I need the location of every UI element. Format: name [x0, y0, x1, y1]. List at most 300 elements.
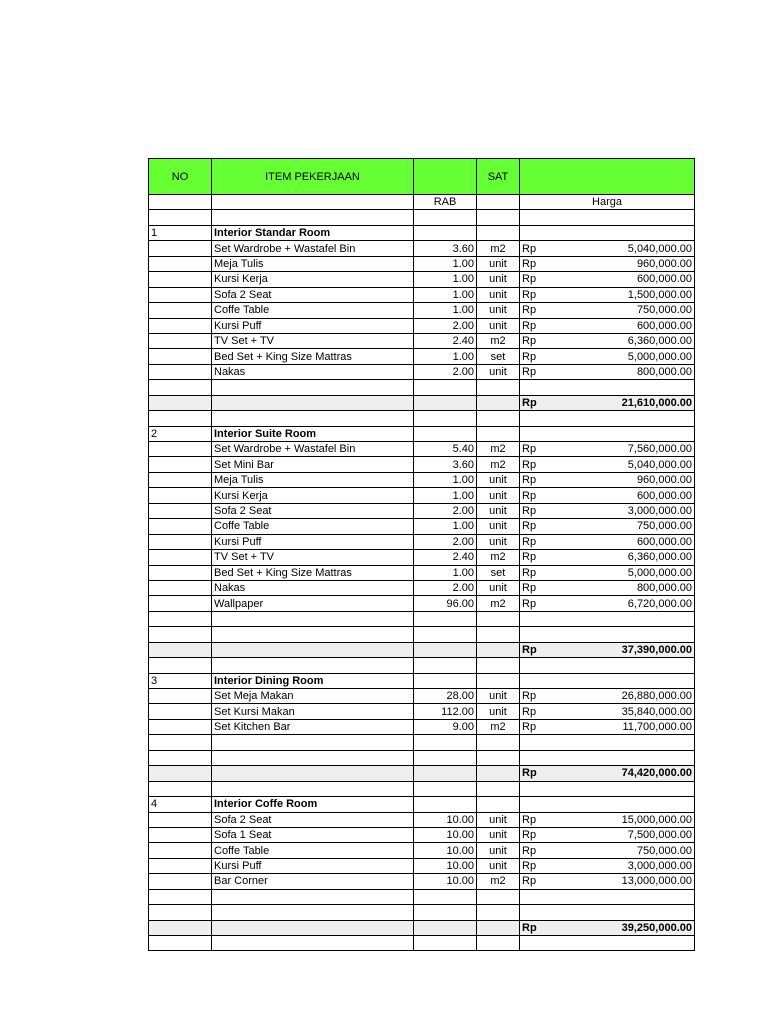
cell-no[interactable] [149, 395, 212, 410]
table-row [149, 719, 695, 734]
currency-label: Rp [522, 366, 537, 379]
cell-unit[interactable] [477, 426, 520, 441]
cell-no[interactable] [149, 936, 212, 951]
cell-item[interactable] [212, 210, 414, 225]
cell-item[interactable]: Coffe Table [212, 519, 414, 534]
cell-unit[interactable] [477, 611, 520, 626]
cell-no[interactable] [149, 442, 212, 457]
cell-harga[interactable] [520, 750, 695, 765]
cell-item[interactable]: Wallpaper [212, 596, 414, 611]
cell-unit[interactable] [477, 936, 520, 951]
cell-harga[interactable] [520, 642, 695, 657]
cell-qty[interactable] [414, 735, 477, 750]
cell-harga[interactable] [520, 303, 695, 318]
cell-item[interactable]: Kursi Puff [212, 858, 414, 873]
cell-qty[interactable] [414, 673, 477, 688]
subheader-sat[interactable] [477, 195, 520, 210]
cell-item[interactable]: Interior Coffe Room [212, 797, 414, 812]
cell-item[interactable] [212, 781, 414, 796]
cell-no[interactable] [149, 812, 212, 827]
cell-qty[interactable] [414, 766, 477, 781]
cell-item[interactable] [212, 750, 414, 765]
cell-harga[interactable] [520, 673, 695, 688]
cell-no[interactable] [149, 905, 212, 920]
currency-label: Rp [522, 474, 537, 487]
cell-no[interactable] [149, 627, 212, 642]
cell-harga[interactable] [520, 503, 695, 518]
cell-qty[interactable]: 1.00 [414, 488, 477, 503]
cell-item[interactable] [212, 735, 414, 750]
cell-no[interactable] [149, 874, 212, 889]
total-amount: 37,390,000.00 [621, 643, 692, 656]
cell-harga[interactable] [520, 565, 695, 580]
table-row [149, 287, 695, 302]
section-row [149, 426, 695, 441]
cell-qty[interactable] [414, 627, 477, 642]
cell-qty[interactable] [414, 225, 477, 240]
cell-harga[interactable] [520, 812, 695, 827]
cell-unit[interactable] [477, 395, 520, 410]
cell-qty[interactable]: 2.00 [414, 580, 477, 595]
cell-no[interactable] [149, 534, 212, 549]
amount-value: 3,000,000.00 [627, 860, 692, 873]
table-row [149, 457, 695, 472]
cell-item[interactable]: Sofa 2 Seat [212, 503, 414, 518]
cell-no[interactable] [149, 364, 212, 379]
cell-item[interactable]: Nakas [212, 580, 414, 595]
blank-row [149, 781, 695, 796]
amount-value: 960,000.00 [636, 474, 692, 487]
currency-label: Rp [522, 721, 537, 734]
cell-no[interactable] [149, 611, 212, 626]
table-row [149, 580, 695, 595]
blank-row [149, 611, 695, 626]
cell-unit[interactable]: set [477, 565, 520, 580]
table-row [149, 241, 695, 256]
cell-unit[interactable]: m2 [477, 241, 520, 256]
cell-harga[interactable] [520, 704, 695, 719]
cell-qty[interactable]: 10.00 [414, 843, 477, 858]
cell-unit[interactable] [477, 627, 520, 642]
cell-item[interactable]: Meja Tulis [212, 472, 414, 487]
cell-unit[interactable]: unit [477, 827, 520, 842]
cell-qty[interactable]: 1.00 [414, 349, 477, 364]
cell-item[interactable]: TV Set + TV [212, 333, 414, 348]
cell-item[interactable] [212, 411, 414, 426]
table-row [149, 534, 695, 549]
cell-harga[interactable] [520, 766, 695, 781]
blank-row [149, 411, 695, 426]
cell-harga[interactable] [520, 395, 695, 410]
cell-item[interactable]: Coffe Table [212, 843, 414, 858]
cell-qty[interactable]: 10.00 [414, 858, 477, 873]
cell-item[interactable]: Sofa 2 Seat [212, 812, 414, 827]
cell-no[interactable] [149, 550, 212, 565]
cell-unit[interactable] [477, 889, 520, 904]
cell-unit[interactable]: m2 [477, 550, 520, 565]
cell-no[interactable]: 1 [149, 225, 212, 240]
cell-harga[interactable] [520, 287, 695, 302]
cell-qty[interactable] [414, 642, 477, 657]
cell-no[interactable]: 2 [149, 426, 212, 441]
cell-no[interactable] [149, 241, 212, 256]
cell-no[interactable] [149, 210, 212, 225]
cell-no[interactable] [149, 750, 212, 765]
cell-item[interactable]: Interior Dining Room [212, 673, 414, 688]
amount-value: 3,000,000.00 [627, 504, 692, 517]
cell-harga[interactable] [520, 241, 695, 256]
subheader-item[interactable] [212, 195, 414, 210]
cell-unit[interactable] [477, 210, 520, 225]
cell-item[interactable]: Kursi Kerja [212, 488, 414, 503]
cell-unit[interactable]: unit [477, 287, 520, 302]
cell-qty[interactable]: 1.00 [414, 303, 477, 318]
cell-qty[interactable] [414, 395, 477, 410]
cell-no[interactable] [149, 503, 212, 518]
amount-value: 1,500,000.00 [627, 288, 692, 301]
cell-unit[interactable]: unit [477, 303, 520, 318]
currency-label: Rp [522, 597, 537, 610]
cell-item[interactable]: Kursi Puff [212, 534, 414, 549]
cell-qty[interactable]: 28.00 [414, 689, 477, 704]
blank-row [149, 936, 695, 951]
amount-value: 15,000,000.00 [621, 813, 692, 826]
subheader-harga[interactable]: Harga [520, 195, 695, 210]
cell-item[interactable]: Nakas [212, 364, 414, 379]
cell-harga[interactable] [520, 457, 695, 472]
cell-unit[interactable]: unit [477, 364, 520, 379]
cell-no[interactable] [149, 411, 212, 426]
cell-qty[interactable]: 9.00 [414, 719, 477, 734]
cell-no[interactable] [149, 333, 212, 348]
cell-no[interactable] [149, 565, 212, 580]
cell-unit[interactable] [477, 642, 520, 657]
cell-qty[interactable]: 2.40 [414, 333, 477, 348]
cell-no[interactable] [149, 318, 212, 333]
cell-harga[interactable] [520, 225, 695, 240]
amount-value: 600,000.00 [636, 535, 692, 548]
cell-harga[interactable] [520, 858, 695, 873]
cell-unit[interactable]: unit [477, 704, 520, 719]
cell-unit[interactable] [477, 411, 520, 426]
cell-item[interactable] [212, 905, 414, 920]
cell-no[interactable] [149, 272, 212, 287]
cell-harga[interactable] [520, 920, 695, 935]
cell-item[interactable]: TV Set + TV [212, 550, 414, 565]
header-no[interactable]: NO [149, 159, 212, 195]
cell-item[interactable]: Bed Set + King Size Mattras [212, 565, 414, 580]
cell-harga[interactable] [520, 534, 695, 549]
cell-qty[interactable] [414, 936, 477, 951]
cell-unit[interactable] [477, 658, 520, 673]
cell-item[interactable] [212, 658, 414, 673]
cell-qty[interactable] [414, 611, 477, 626]
cell-harga[interactable] [520, 364, 695, 379]
amount-value: 7,560,000.00 [627, 443, 692, 456]
table-row [149, 812, 695, 827]
header-sat[interactable]: SAT [477, 159, 520, 195]
cell-no[interactable]: 3 [149, 673, 212, 688]
cell-item[interactable]: Set Wardrobe + Wastafel Bin [212, 442, 414, 457]
currency-label: Rp [522, 551, 537, 564]
cell-qty[interactable]: 2.00 [414, 318, 477, 333]
cell-unit[interactable] [477, 797, 520, 812]
cell-item[interactable]: Set Mini Bar [212, 457, 414, 472]
cell-unit[interactable]: unit [477, 843, 520, 858]
currency-label: Rp [522, 875, 537, 888]
cell-no[interactable] [149, 580, 212, 595]
cell-no[interactable] [149, 596, 212, 611]
cell-item[interactable] [212, 611, 414, 626]
cell-qty[interactable]: 112.00 [414, 704, 477, 719]
cell-harga[interactable] [520, 519, 695, 534]
cell-no[interactable] [149, 735, 212, 750]
currency-label: Rp [522, 288, 537, 301]
cell-no[interactable] [149, 642, 212, 657]
cell-item[interactable] [212, 380, 414, 395]
cell-harga[interactable] [520, 580, 695, 595]
cell-item[interactable]: Meja Tulis [212, 256, 414, 271]
cell-qty[interactable]: 1.00 [414, 256, 477, 271]
cell-unit[interactable] [477, 781, 520, 796]
blank-row [149, 750, 695, 765]
cell-qty[interactable] [414, 210, 477, 225]
table-row [149, 318, 695, 333]
cell-harga[interactable] [520, 596, 695, 611]
cell-no[interactable] [149, 519, 212, 534]
cell-harga[interactable] [520, 889, 695, 904]
cell-qty[interactable]: 5.40 [414, 442, 477, 457]
cell-item[interactable]: Coffe Table [212, 303, 414, 318]
cell-unit[interactable]: unit [477, 318, 520, 333]
cell-qty[interactable]: 96.00 [414, 596, 477, 611]
cell-item[interactable] [212, 889, 414, 904]
cell-harga[interactable] [520, 210, 695, 225]
cell-harga[interactable] [520, 380, 695, 395]
cell-qty[interactable]: 2.40 [414, 550, 477, 565]
currency-label: Rp [522, 304, 537, 317]
cell-harga[interactable] [520, 318, 695, 333]
cell-harga[interactable] [520, 781, 695, 796]
cell-item[interactable]: Kursi Puff [212, 318, 414, 333]
cell-harga[interactable] [520, 827, 695, 842]
cell-item[interactable] [212, 936, 414, 951]
cell-item[interactable] [212, 642, 414, 657]
cell-unit[interactable]: unit [477, 472, 520, 487]
cell-unit[interactable]: unit [477, 858, 520, 873]
cell-qty[interactable]: 2.00 [414, 503, 477, 518]
cell-no[interactable] [149, 827, 212, 842]
cell-unit[interactable]: unit [477, 503, 520, 518]
table-row [149, 596, 695, 611]
cell-unit[interactable]: set [477, 349, 520, 364]
cell-item[interactable]: Sofa 1 Seat [212, 827, 414, 842]
cell-qty[interactable]: 1.00 [414, 472, 477, 487]
table-row [149, 503, 695, 518]
cell-unit[interactable]: m2 [477, 719, 520, 734]
cell-no[interactable] [149, 689, 212, 704]
cell-qty[interactable]: 2.00 [414, 364, 477, 379]
cell-harga[interactable] [520, 256, 695, 271]
cell-unit[interactable]: m2 [477, 457, 520, 472]
cell-harga[interactable] [520, 627, 695, 642]
cell-harga[interactable] [520, 611, 695, 626]
table-subheader-row [149, 195, 695, 210]
cell-unit[interactable]: unit [477, 689, 520, 704]
cell-qty[interactable] [414, 380, 477, 395]
cell-harga[interactable] [520, 411, 695, 426]
cell-unit[interactable] [477, 766, 520, 781]
table-row [149, 349, 695, 364]
cell-harga[interactable] [520, 689, 695, 704]
cell-qty[interactable] [414, 889, 477, 904]
cell-no[interactable] [149, 472, 212, 487]
total-amount: 21,610,000.00 [621, 396, 692, 409]
cell-qty[interactable] [414, 426, 477, 441]
cell-harga[interactable] [520, 797, 695, 812]
amount-value: 7,500,000.00 [627, 829, 692, 842]
header-rab[interactable] [414, 159, 477, 195]
cell-qty[interactable] [414, 750, 477, 765]
cell-harga[interactable] [520, 843, 695, 858]
cell-harga[interactable] [520, 272, 695, 287]
cell-item[interactable]: Set Meja Makan [212, 689, 414, 704]
cell-no[interactable] [149, 781, 212, 796]
cell-no[interactable] [149, 920, 212, 935]
cell-no[interactable] [149, 889, 212, 904]
cell-harga[interactable] [520, 658, 695, 673]
cell-no[interactable] [149, 858, 212, 873]
blank-row [149, 735, 695, 750]
cell-harga[interactable] [520, 472, 695, 487]
table-row [149, 565, 695, 580]
table-row [149, 874, 695, 889]
cell-qty[interactable]: 10.00 [414, 827, 477, 842]
cell-item[interactable]: Interior Standar Room [212, 225, 414, 240]
cell-harga[interactable] [520, 936, 695, 951]
currency-label: Rp [522, 504, 537, 517]
cell-item[interactable] [212, 395, 414, 410]
cell-qty[interactable] [414, 658, 477, 673]
cell-harga[interactable] [520, 874, 695, 889]
cell-unit[interactable]: unit [477, 488, 520, 503]
currency-label: Rp [522, 350, 537, 363]
cell-unit[interactable] [477, 380, 520, 395]
cell-no[interactable] [149, 303, 212, 318]
cell-unit[interactable] [477, 920, 520, 935]
cell-unit[interactable] [477, 673, 520, 688]
cell-unit[interactable]: unit [477, 534, 520, 549]
cell-no[interactable] [149, 843, 212, 858]
blank-row [149, 889, 695, 904]
cell-qty[interactable]: 1.00 [414, 565, 477, 580]
cell-no[interactable] [149, 766, 212, 781]
cell-harga[interactable] [520, 488, 695, 503]
cell-harga[interactable] [520, 905, 695, 920]
cell-no[interactable] [149, 380, 212, 395]
cell-item[interactable]: Set Kursi Makan [212, 704, 414, 719]
cell-item[interactable]: Set Kitchen Bar [212, 719, 414, 734]
cell-qty[interactable]: 1.00 [414, 519, 477, 534]
cell-qty[interactable]: 10.00 [414, 874, 477, 889]
cell-item[interactable]: Kursi Kerja [212, 272, 414, 287]
header-item[interactable]: ITEM PEKERJAAN [212, 159, 414, 195]
cell-unit[interactable] [477, 905, 520, 920]
cell-qty[interactable]: 10.00 [414, 812, 477, 827]
cell-qty[interactable]: 3.60 [414, 241, 477, 256]
cell-no[interactable]: 4 [149, 797, 212, 812]
cell-unit[interactable]: m2 [477, 596, 520, 611]
cell-harga[interactable] [520, 550, 695, 565]
amount-value: 750,000.00 [636, 844, 692, 857]
cell-qty[interactable] [414, 797, 477, 812]
cell-unit[interactable] [477, 735, 520, 750]
cell-no[interactable] [149, 719, 212, 734]
cell-unit[interactable]: unit [477, 519, 520, 534]
cell-unit[interactable]: m2 [477, 442, 520, 457]
amount-value: 6,720,000.00 [627, 597, 692, 610]
cell-qty[interactable]: 1.00 [414, 287, 477, 302]
cell-no[interactable] [149, 457, 212, 472]
cell-item[interactable] [212, 627, 414, 642]
cell-harga[interactable] [520, 719, 695, 734]
header-harga[interactable] [520, 159, 695, 195]
cell-unit[interactable]: m2 [477, 874, 520, 889]
cell-qty[interactable] [414, 920, 477, 935]
cell-no[interactable] [149, 287, 212, 302]
cell-unit[interactable]: unit [477, 580, 520, 595]
cell-qty[interactable]: 3.60 [414, 457, 477, 472]
cell-item[interactable] [212, 766, 414, 781]
currency-label: Rp [522, 535, 537, 548]
cell-unit[interactable]: m2 [477, 333, 520, 348]
amount-value: 35,840,000.00 [621, 705, 692, 718]
cell-unit[interactable]: unit [477, 256, 520, 271]
subheader-no[interactable] [149, 195, 212, 210]
cell-no[interactable] [149, 349, 212, 364]
cell-unit[interactable]: unit [477, 812, 520, 827]
amount-value: 5,040,000.00 [627, 242, 692, 255]
cell-item[interactable]: Bed Set + King Size Mattras [212, 349, 414, 364]
subheader-rab[interactable]: RAB [414, 195, 477, 210]
cell-no[interactable] [149, 488, 212, 503]
cell-item[interactable]: Interior Suite Room [212, 426, 414, 441]
cell-no[interactable] [149, 658, 212, 673]
cell-item[interactable] [212, 920, 414, 935]
cell-item[interactable]: Bar Corner [212, 874, 414, 889]
cell-unit[interactable] [477, 225, 520, 240]
amount-value: 600,000.00 [636, 489, 692, 502]
cell-qty[interactable] [414, 411, 477, 426]
cell-qty[interactable]: 1.00 [414, 272, 477, 287]
cell-unit[interactable] [477, 750, 520, 765]
cell-qty[interactable]: 2.00 [414, 534, 477, 549]
cell-no[interactable] [149, 256, 212, 271]
cell-harga[interactable] [520, 442, 695, 457]
cell-qty[interactable] [414, 781, 477, 796]
blank-row [149, 380, 695, 395]
cell-harga[interactable] [520, 349, 695, 364]
cell-harga[interactable] [520, 735, 695, 750]
cell-item[interactable]: Sofa 2 Seat [212, 287, 414, 302]
cell-unit[interactable]: unit [477, 272, 520, 287]
amount-value: 5,000,000.00 [627, 566, 692, 579]
cell-qty[interactable] [414, 905, 477, 920]
cell-item[interactable]: Set Wardrobe + Wastafel Bin [212, 241, 414, 256]
cell-no[interactable] [149, 704, 212, 719]
cell-harga[interactable] [520, 333, 695, 348]
cell-harga[interactable] [520, 426, 695, 441]
